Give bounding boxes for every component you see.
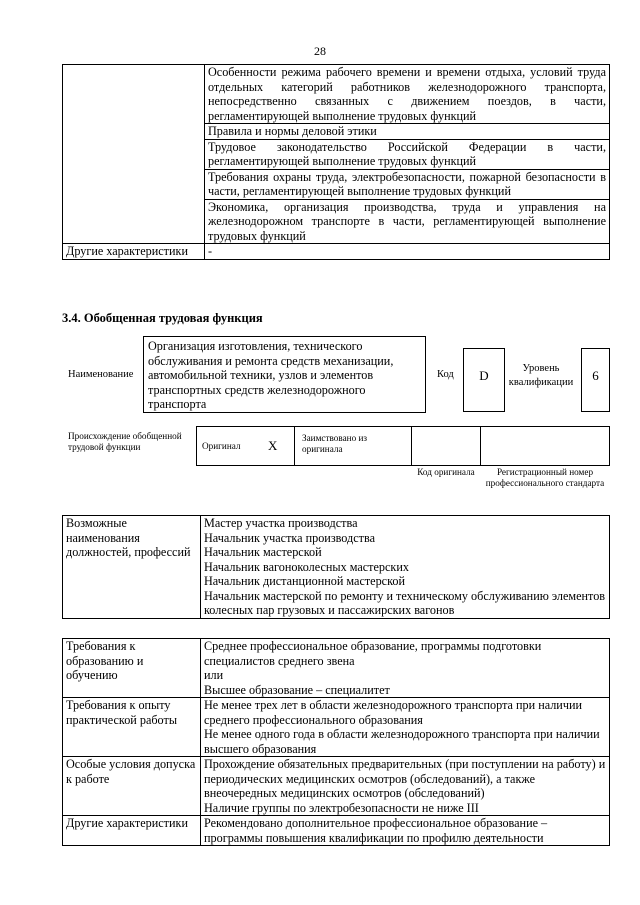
requirements-table: [62, 638, 610, 846]
table-cell: [201, 698, 610, 757]
original-label: Оригинал: [202, 441, 241, 451]
table-cell: [201, 816, 610, 846]
list-item: Начальник участка производства: [204, 530, 375, 545]
level-value-box: [581, 348, 610, 412]
table-row: [63, 698, 610, 757]
gtf-level: 6: [592, 368, 599, 383]
positions-table: [62, 515, 610, 619]
list-item: Не менее трех лет в области железнодорожного транспорта при наличии среднего профессионального образования: [204, 698, 583, 727]
gtf-name: Организация изготовления, технического обслуживания и ремонта средств механизации, автомобильной техники, узлов и элементов транспортных средств железнодорожного транспорта: [148, 339, 394, 411]
row-label: Другие характеристики: [63, 816, 201, 846]
code-value-box: [463, 348, 505, 412]
table-row: [63, 65, 610, 124]
list-item: Прохождение обязательных предварительных (при поступлении на работу) и периодических медицинских осмотров (обследований), а также внеочередных медицинских осмотров (обследований): [204, 757, 606, 800]
list-item: Рекомендовано дополнительное профессиональное образование – программы повышения квалификации по профилю деятельности: [204, 816, 548, 845]
table-row: [63, 757, 610, 816]
list-item: Среднее профессиональное образование, программы подготовки специалистов среднего звена: [204, 639, 542, 668]
list-item: Начальник мастерской по ремонту и техническому обслуживанию элементов колесных пар грузовых и пассажирских вагонов: [204, 588, 606, 617]
list-item: Начальник дистанционной мастерской: [204, 574, 406, 588]
table-cell: -: [205, 244, 610, 260]
knowledge-table: [62, 64, 610, 260]
list-item: или: [204, 668, 224, 682]
page-number: 28: [314, 44, 326, 58]
list-item: Начальник вагоноколесных мастерских: [204, 559, 409, 574]
table-row: [63, 244, 610, 260]
row-label: Требования к опыту практической работы: [63, 698, 201, 757]
table-row: [63, 639, 610, 698]
code-caption: Код оригинала: [417, 467, 475, 477]
origin-label: Происхождение обобщенной трудовой функции: [68, 431, 182, 452]
name-label: Наименование: [68, 369, 134, 380]
list-item: Не менее одного года в области железнодорожного транспорта при наличии высшего образования: [204, 727, 600, 756]
reg-caption: Регистрационный номер профессионального стандарта: [485, 467, 605, 488]
row-label: Требования к образованию и обучению: [63, 639, 201, 698]
table-row: [63, 516, 610, 619]
list-item: Начальник мастерской: [204, 545, 322, 559]
table-cell: Требования охраны труда, электробезопасности, пожарной безопасности в части, регламентирующей выполнение трудовых функций: [205, 169, 610, 199]
row-label: Возможные наименования должностей, профессий: [63, 516, 201, 619]
original-mark: X: [268, 438, 278, 453]
code-label: Код: [437, 369, 454, 380]
table-cell: Трудовое законодательство Российской Федерации в части, регламентирующей выполнение трудовых функций: [205, 139, 610, 169]
row-label: Особые условия допуска к работе: [63, 757, 201, 816]
name-value-box: [143, 336, 426, 413]
table-cell: [201, 757, 610, 816]
list-item: Мастер участка производства: [204, 516, 358, 530]
section-title: 3.4. Обобщенная трудовая функция: [62, 311, 263, 325]
level-label: Уровень квалификации: [508, 363, 574, 388]
gtf-code: D: [479, 368, 489, 383]
table-cell: Экономика, организация производства, труда и управления на железнодорожном транспорте в части, регламентирующей выполнение трудовых функций: [205, 199, 610, 244]
table-row: [63, 816, 610, 846]
row-label: Другие характеристики: [63, 244, 205, 260]
row-label: [63, 65, 205, 244]
list-item: Высшее образование – специалитет: [204, 682, 390, 697]
table-cell: [201, 639, 610, 698]
borrowed-label: Заимствовано из оригинала: [302, 433, 368, 454]
list-item: Наличие группы по электробезопасности не ниже III: [204, 800, 479, 815]
table-cell: Особенности режима рабочего времени и времени отдыха, условий труда отдельных категорий работников железнодорожного транспорта, непосредственно связанных с движением поездов, в части, регламентирующей выполнение трудовых функций: [205, 65, 610, 124]
positions-list: [201, 516, 610, 619]
table-cell: Правила и нормы деловой этики: [205, 124, 610, 140]
